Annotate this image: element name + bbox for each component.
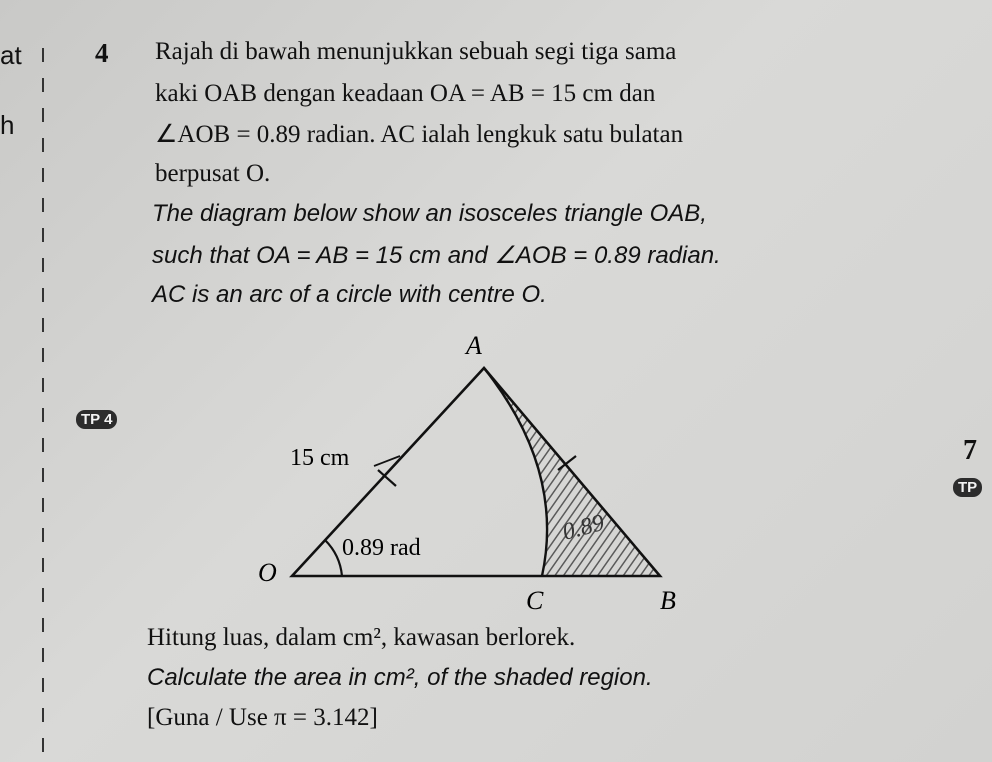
label-c: C [526,586,544,615]
tp-level-badge: TP 4 [76,410,117,429]
malay-line-2: kaki OAB dengan keadaan OA = AB = 15 cm dan [155,80,656,107]
task-english: Calculate the area in cm², of the shaded region. [147,664,653,691]
angle-arc [325,540,342,576]
margin-text-fragment: at [0,40,22,70]
label-b: B [660,586,676,615]
english-line-2: such that OA = AB = 15 cm and ∠AOB = 0.89 radian. [152,242,721,269]
handwritten-note: 0.89 [559,509,608,546]
margin-text-fragment: h [0,110,15,140]
english-line-3: AC is an arc of a circle with centre O. [152,281,547,308]
english-line-1: The diagram below show an isosceles triangle OAB, [152,200,707,227]
label-a: A [466,331,482,360]
label-o: O [258,558,277,587]
task-malay: Hitung luas, dalam cm², kawasan berlorek. [147,624,576,651]
use-pi-note: [Guna / Use π = 3.142] [147,704,378,731]
label-angle: 0.89 rad [342,535,421,561]
label-side-length: 15 cm [290,445,350,471]
tp-marks-badge: TP [953,478,982,497]
malay-line-4: berpusat O. [155,160,271,187]
arc-ac [484,368,547,576]
malay-line-1: Rajah di bawah menunjukkan sebuah segi tiga sama [155,38,677,65]
marks-value: 7 [963,435,977,466]
question-number: 4 [95,38,109,68]
malay-line-3: ∠AOB = 0.89 radian. AC ialah lengkuk satu bulatan [155,121,684,148]
